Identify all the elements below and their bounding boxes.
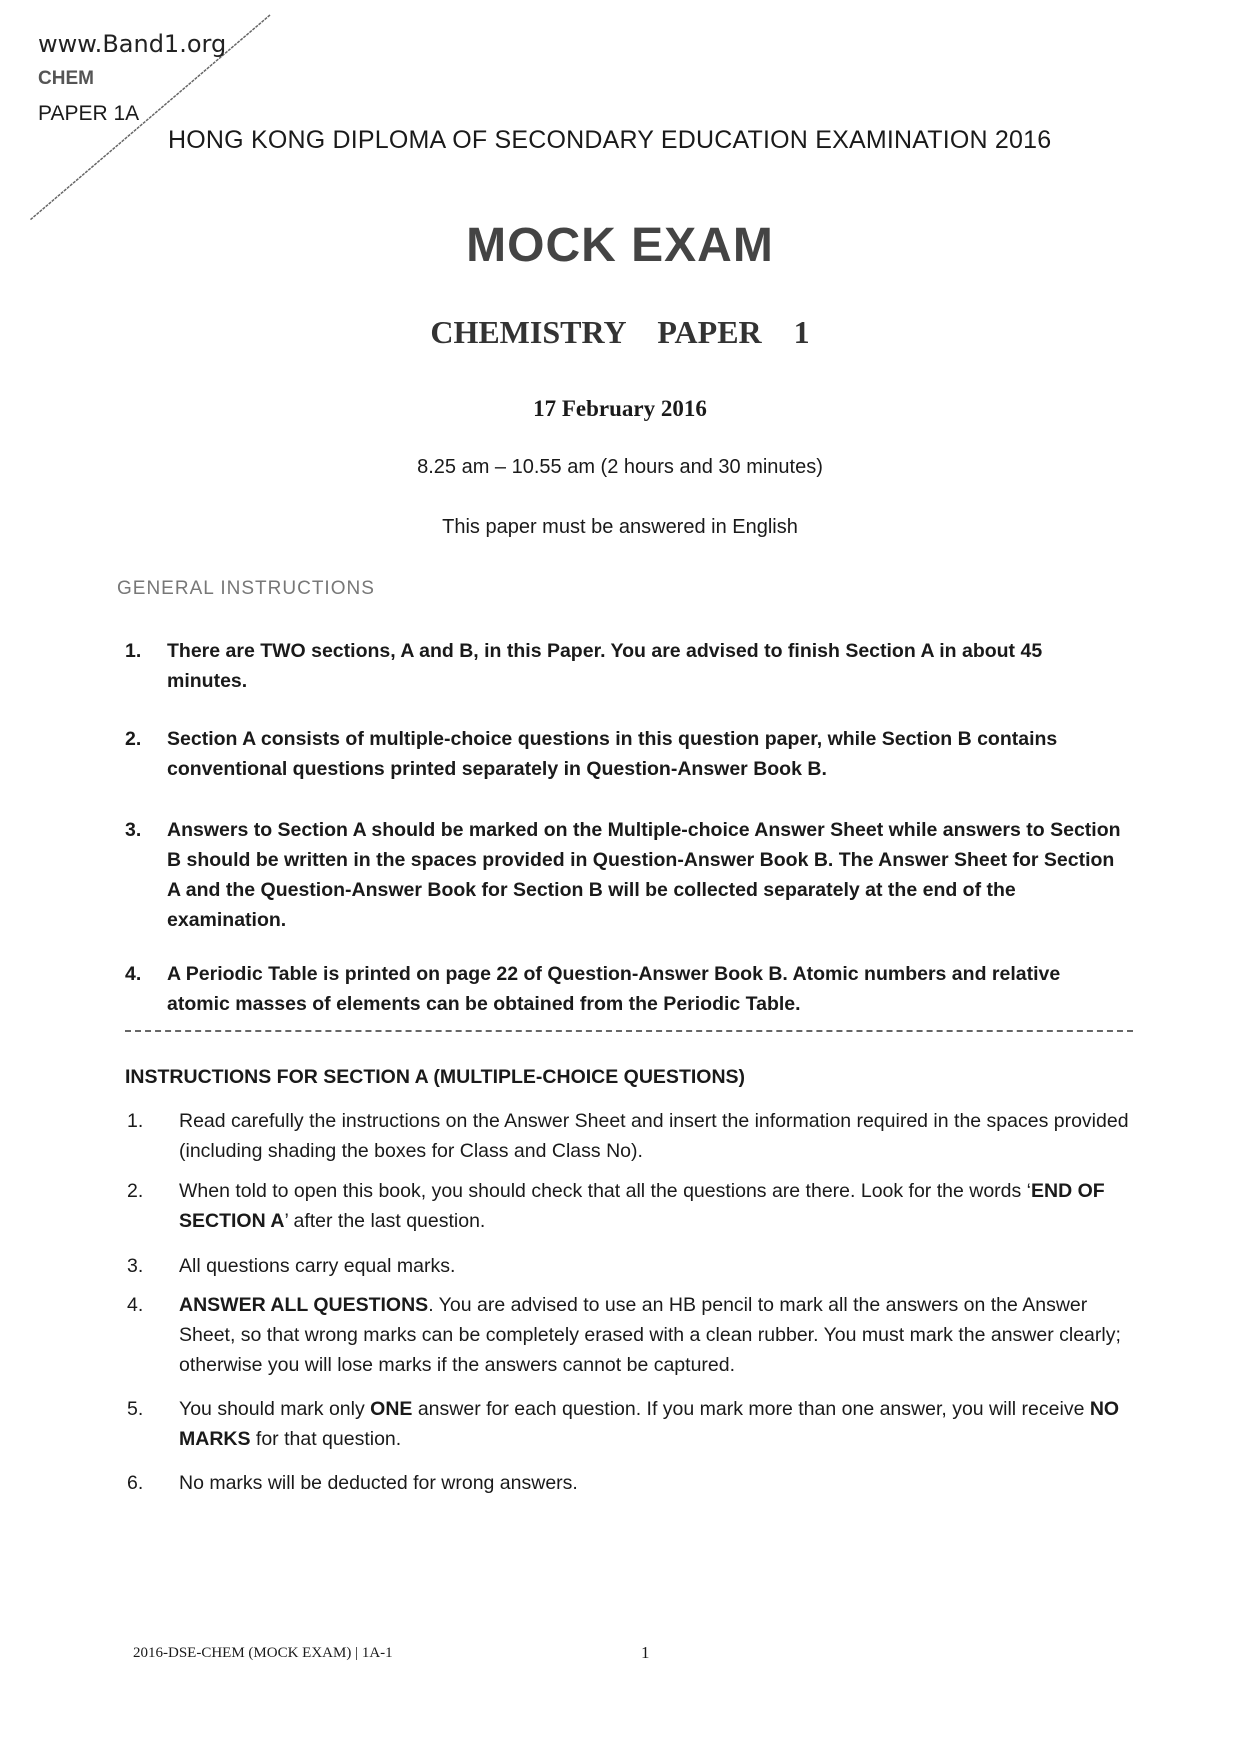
paper-subtitle: CHEMISTRY PAPER 1 <box>430 314 810 350</box>
general-instructions-heading: GENERAL INSTRUCTIONS <box>117 578 375 599</box>
emphasis: ANSWER ALL QUESTIONS <box>179 1294 429 1316</box>
item-number: 3. <box>125 819 142 841</box>
subject-code: CHEM <box>38 68 94 89</box>
watermark-url: www.Band1.org <box>38 30 227 58</box>
item-text: Read carefully the instructions on the Answer Sheet and insert the information required in the spaces provided (including shading the boxes for Class and Class No). <box>179 1110 1129 1162</box>
emphasis: END OF SECTION A <box>179 1180 1105 1232</box>
text-part: answer for each question. If you mark more than one answer, you will receive <box>412 1398 1090 1420</box>
item-number: 6. <box>127 1472 144 1494</box>
text-part: You should mark only <box>179 1398 371 1420</box>
text-part: for that question. <box>250 1428 402 1450</box>
item-number: 3. <box>127 1255 144 1277</box>
text-part: ’ after the last question. <box>284 1210 486 1232</box>
language-note: This paper must be answered in English <box>442 516 798 538</box>
item-number: 5. <box>127 1398 144 1420</box>
emphasis: ONE <box>370 1398 413 1420</box>
text-part: When told to open this book, you should check that all the questions are there. Look for the words ‘ <box>179 1180 1032 1202</box>
page-number: 1 <box>641 1643 650 1662</box>
item-number: 2. <box>127 1180 144 1202</box>
item-text <box>179 1394 1139 1454</box>
item-number: 1. <box>125 640 142 662</box>
item-number: 2. <box>125 728 142 750</box>
item-text: A Periodic Table is printed on page 22 of Question-Answer Book B. Atomic numbers and relative atomic masses of elements can be obtained from the Periodic Table. <box>167 963 1061 1015</box>
item-number: 4. <box>127 1294 144 1316</box>
item-text: There are TWO sections, A and B, in this Paper. You are advised to finish Section A in about 45 minutes. <box>167 640 1043 692</box>
section-a-heading: INSTRUCTIONS FOR SECTION A (MULTIPLE-CHOICE QUESTIONS) <box>125 1066 746 1088</box>
item-number: 1. <box>127 1110 144 1132</box>
item-text: Section A consists of multiple-choice questions in this question paper, while Section B contains conventional questions printed separately in Question-Answer Book B. <box>167 728 1058 780</box>
item-text: All questions carry equal marks. <box>179 1255 456 1277</box>
emphasis: NO MARKS <box>179 1398 1120 1450</box>
exam-time: 8.25 am – 10.55 am (2 hours and 30 minutes) <box>417 456 823 478</box>
text-part: . You are advised to use an HB pencil to mark all the answers on the Answer Sheet, so that wrong marks can be completely erased with a clean rubber. You must mark the answer clearly; otherwise you will lose marks if the answers cannot be captured. <box>179 1294 1121 1376</box>
divider <box>125 1030 1133 1032</box>
mock-exam-title: MOCK EXAM <box>466 219 774 272</box>
item-text <box>179 1176 1139 1236</box>
footer-code: 2016-DSE-CHEM (MOCK EXAM) | 1A-1 <box>133 1645 393 1661</box>
exam-title: HONG KONG DIPLOMA OF SECONDARY EDUCATION EXAMINATION 2016 <box>168 126 1052 154</box>
item-number: 4. <box>125 963 142 985</box>
item-text: No marks will be deducted for wrong answers. <box>179 1472 578 1494</box>
item-text: Answers to Section A should be marked on the Multiple-choice Answer Sheet while answers to Section B should be written in the spaces provided in Question-Answer Book B. The Answer Sheet for Section A and the Question-Answer Book for Section B will be collected separately at the end of the examination. <box>167 819 1121 931</box>
item-text <box>179 1290 1139 1380</box>
paper-code: PAPER 1A <box>38 102 140 125</box>
exam-date: 17 February 2016 <box>533 396 707 421</box>
